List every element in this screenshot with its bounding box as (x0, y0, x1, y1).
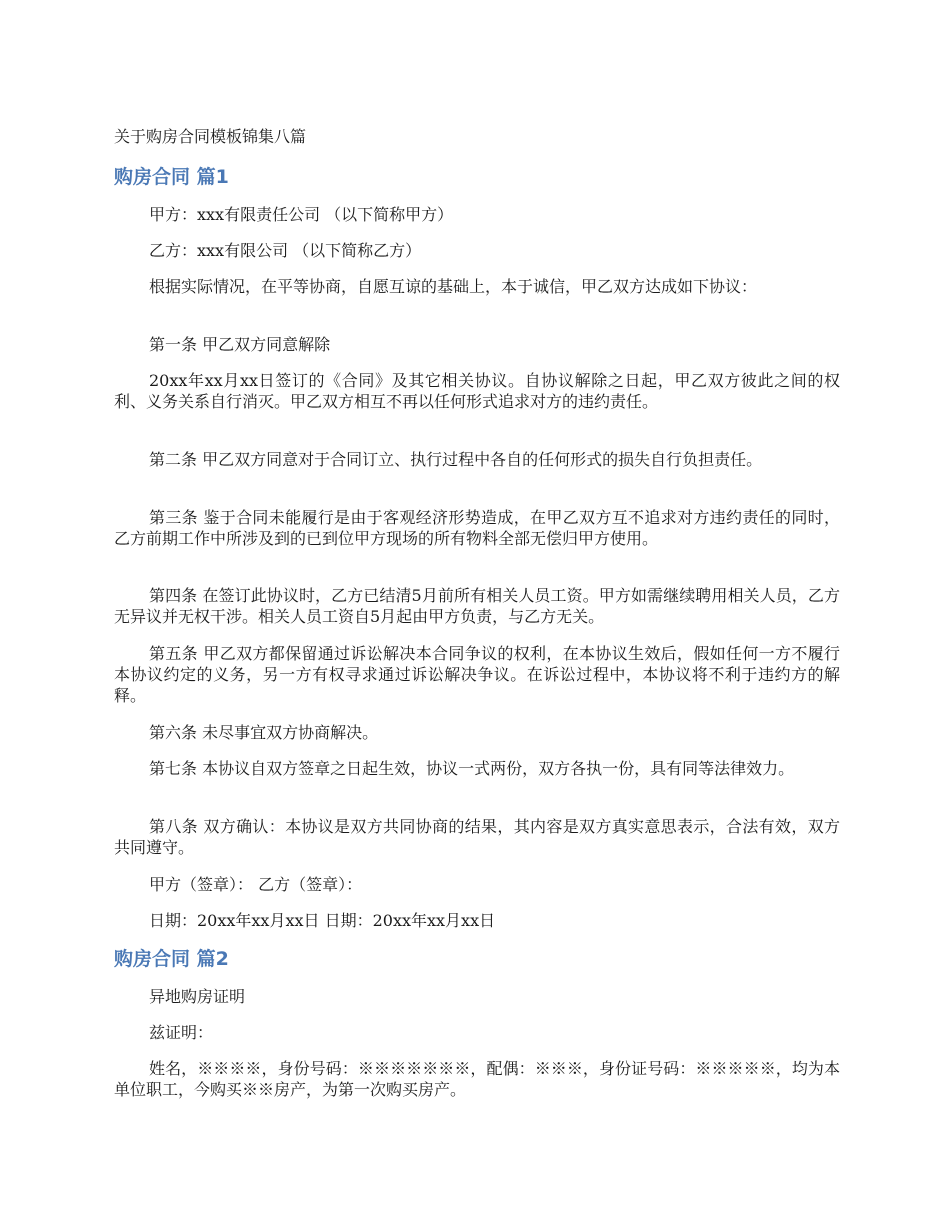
section-heading-2: 购房合同 篇2 (114, 948, 229, 970)
article-6: 第六条 未尽事宜双方协商解决。 (149, 723, 379, 742)
party-b-line: 乙方：xxx有限公司 （以下简称乙方） (149, 241, 422, 260)
date-line: 日期：20xx年xx月xx日 日期：20xx年xx月xx日 (149, 911, 496, 930)
article-5: 第五条 甲乙双方都保留通过诉讼解决本合同争议的权利，在本协议生效后，假如任何一方不履行本协议约定的义务，另一方有权寻求通过诉讼解决争议。在诉讼过程中，本协议将不利于违约方的解释。 (114, 644, 840, 705)
document-title: 关于购房合同模板锦集八篇 (114, 127, 307, 146)
certificate-body: 姓名，※※※※，身份号码：※※※※※※※，配偶：※※※，身份证号码：※※※※※，均为本单位职工，今购买※※房产，为第一次购买房产。 (114, 1059, 840, 1099)
certificate-title: 异地购房证明 (149, 987, 246, 1006)
article-3: 第三条 鉴于合同未能履行是由于客观经济形势造成，在甲乙双方互不追求对方违约责任的同时，乙方前期工作中所涉及到的已到位甲方现场的所有物料全部无偿归甲方使用。 (114, 508, 840, 548)
section-heading-1: 购房合同 篇1 (114, 166, 229, 188)
article-1-body: 20xx年xx月xx日签订的《合同》及其它相关协议。自协议解除之日起，甲乙双方彼此之间的权利、义务关系自行消灭。甲乙双方相互不再以任何形式追求对方的违约责任。 (114, 371, 840, 411)
signature-line: 甲方（签章）： 乙方（签章）： (149, 875, 363, 894)
certify-line: 兹证明： (149, 1023, 214, 1042)
party-a-line: 甲方：xxx有限责任公司 （以下简称甲方） (149, 205, 454, 224)
article-2: 第二条 甲乙双方同意对于合同订立、执行过程中各自的任何形式的损失自行负担责任。 (149, 450, 763, 469)
preamble-paragraph: 根据实际情况，在平等协商，自愿互谅的基础上，本于诚信，甲乙双方达成如下协议： (149, 277, 758, 296)
article-1-heading: 第一条 甲乙双方同意解除 (149, 335, 331, 354)
article-4: 第四条 在签订此协议时，乙方已结清5月前所有相关人员工资。甲方如需继续聘用相关人员，乙方无异议并无权干涉。相关人员工资自5月起由甲方负责，与乙方无关。 (114, 586, 840, 626)
article-7: 第七条 本协议自双方签章之日起生效，协议一式两份，双方各执一份，具有同等法律效力。 (149, 759, 795, 778)
article-8: 第八条 双方确认：本协议是双方共同协商的结果，其内容是双方真实意思表示，合法有效，双方共同遵守。 (114, 817, 840, 857)
